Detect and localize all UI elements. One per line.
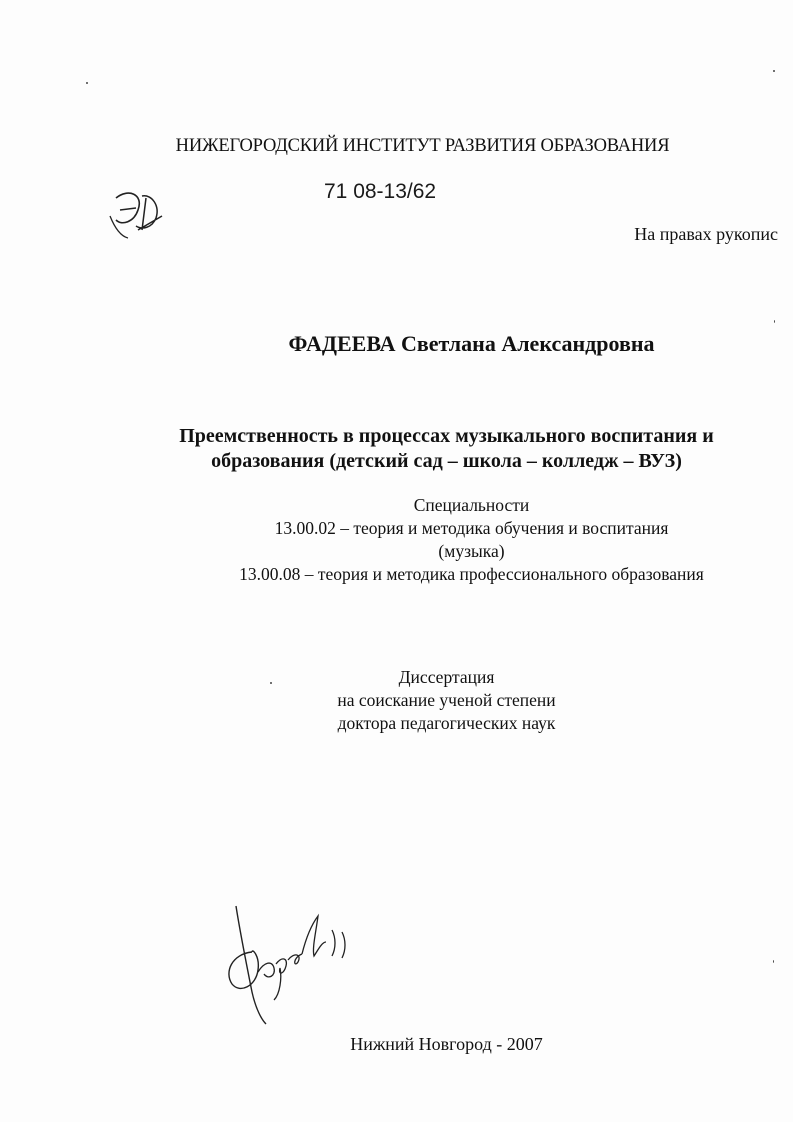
city-year: Нижний Новгород - 2007 <box>350 1034 543 1054</box>
author-name: ФАДЕЕВА Светлана Александровна <box>288 331 655 356</box>
degree-line: Диссертация <box>398 667 495 687</box>
signature-icon <box>222 902 362 1027</box>
title-line-2: образования (детский сад – школа – колледж – ВУЗ) <box>211 450 682 472</box>
stamp-code: 71 08-13/62 <box>324 180 437 203</box>
specialties-block <box>0 494 793 586</box>
degree-line: доктора педагогических наук <box>337 713 556 733</box>
title-line-1: Преемственность в процессах музыкального воспитания и <box>179 425 714 447</box>
specialty-line: 13.00.02 – теория и методика обучения и воспитания <box>274 518 669 538</box>
scan-speck <box>270 682 272 684</box>
institute-name: НИЖЕГОРОДСКИЙ ИНСТИТУТ РАЗВИТИЯ ОБРАЗОВАНИЯ <box>175 136 670 156</box>
handwritten-mark-icon <box>108 186 172 242</box>
scan-speck <box>774 320 775 323</box>
specialties-heading: Специальности <box>413 495 530 515</box>
degree-line: на соискание ученой степени <box>337 690 556 710</box>
manuscript-note: На правах рукопис <box>634 224 778 244</box>
specialty-line: (музыка) <box>438 541 505 561</box>
dissertation-degree-block <box>0 666 793 735</box>
scan-speck <box>773 70 775 72</box>
scan-speck <box>86 82 88 84</box>
dissertation-title <box>0 424 793 474</box>
specialty-line: 13.00.08 – теория и методика профессионального образования <box>239 564 704 584</box>
scan-speck <box>773 960 774 963</box>
